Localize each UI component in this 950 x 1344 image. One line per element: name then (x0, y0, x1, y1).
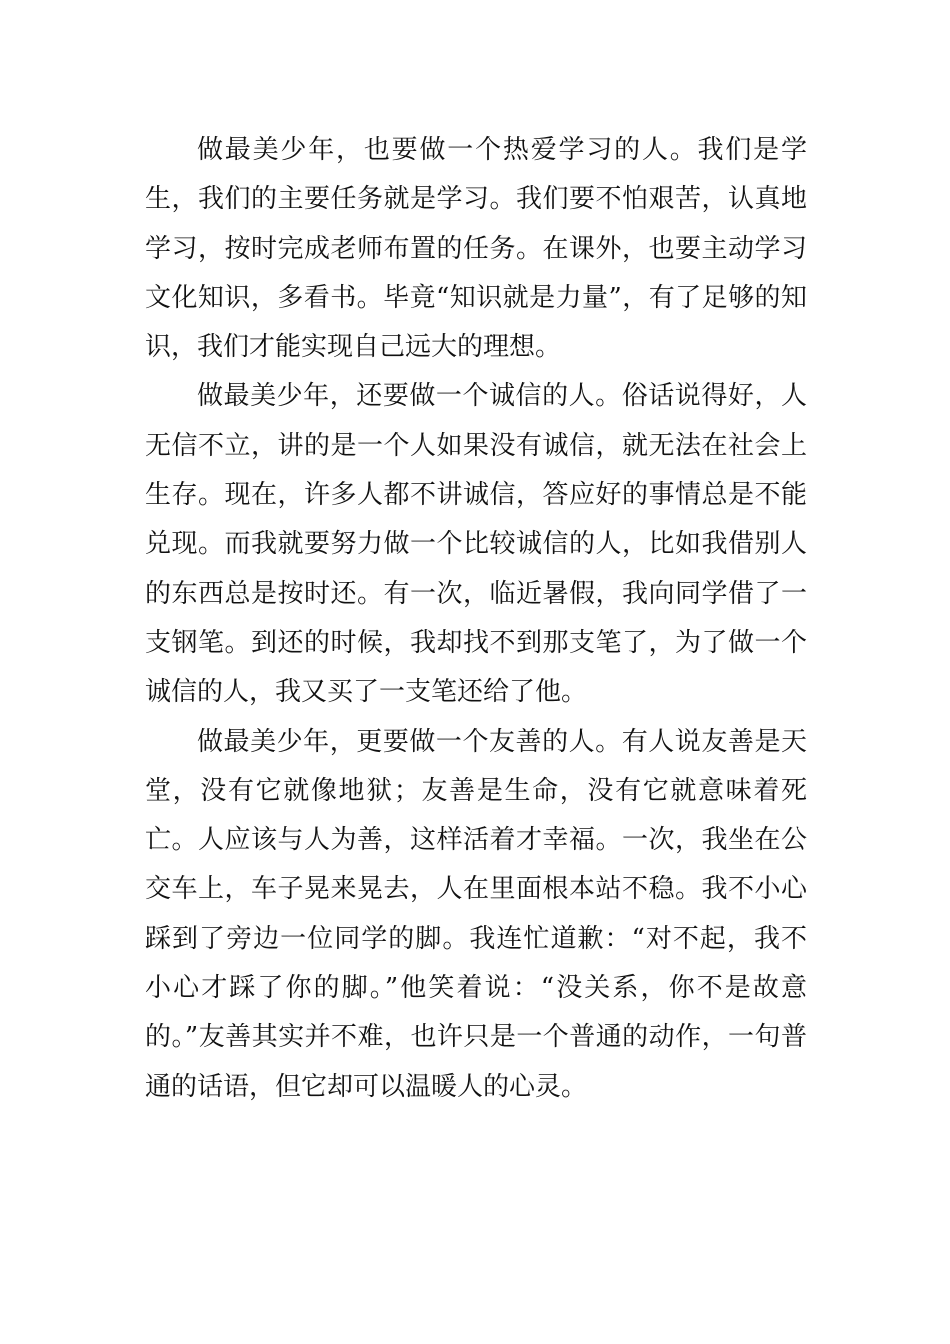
paragraph-kindness: 做最美少年，更要做一个友善的人。有人说友善是天堂，没有它就像地狱；友善是生命，没有它就意味着死亡。人应该与人为善，这样活着才幸福。一次，我坐在公交车上，车子晃来晃去，人在里面根本站不稳。我不小心踩到了旁边一位同学的脚。我连忙道歉：“对不起，我不小心才踩了你的脚。”他笑着说：“没关系，你不是故意的。”友善其实并不难，也许只是一个普通的动作，一句普通的话语，但它却可以温暖人的心灵。 (145, 726, 807, 1102)
document-body (145, 126, 807, 1112)
paragraph-honesty: 做最美少年，还要做一个诚信的人。俗话说得好，人无信不立，讲的是一个人如果没有诚信，就无法在社会上生存。现在，许多人都不讲诚信，答应好的事情总是不能兑现。而我就要努力做一个比较诚信的人，比如我借别人的东西总是按时还。有一次，临近暑假，我向同学借了一支钢笔。到还的时候，我却找不到那支笔了，为了做一个诚信的人，我又买了一支笔还给了他。 (145, 381, 807, 708)
paragraph-study: 做最美少年，也要做一个热爱学习的人。我们是学生，我们的主要任务就是学习。我们要不怕艰苦，认真地学习，按时完成老师布置的任务。在课外，也要主动学习文化知识，多看书。毕竟“知识就是力量”，有了足够的知识，我们才能实现自己远大的理想。 (145, 135, 807, 363)
